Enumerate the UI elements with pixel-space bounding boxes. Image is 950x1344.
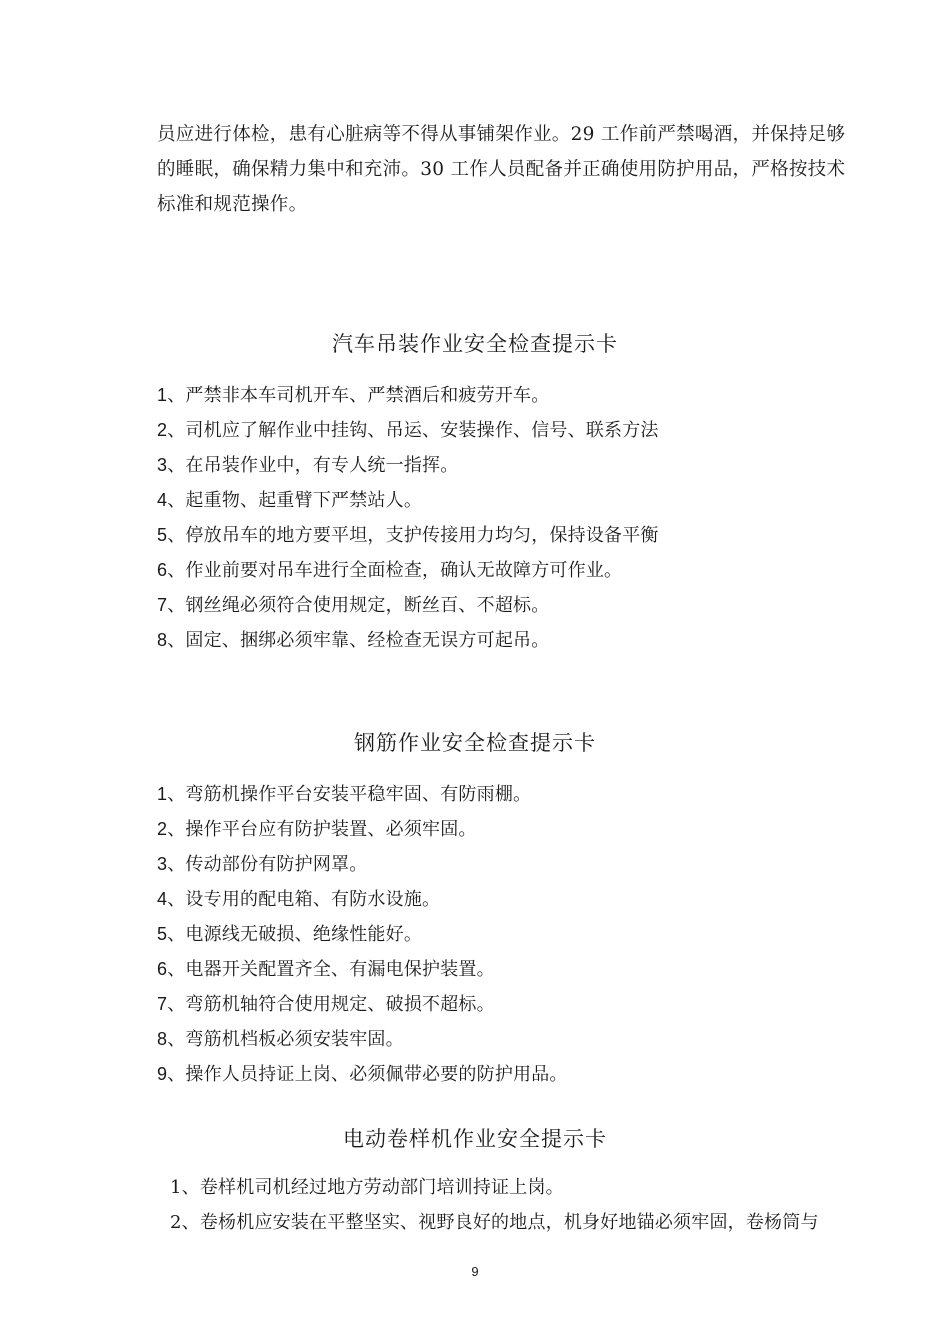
list-item: 1、弯筋机操作平台安装平稳牢固、有防雨棚。 (157, 784, 532, 805)
winch-checklist (170, 1170, 870, 1240)
list-item: 9、操作人员持证上岗、必须佩带必要的防护用品。 (157, 1064, 568, 1085)
rebar-checklist (157, 777, 857, 1092)
list-item: 4、设专用的配电箱、有防水设施。 (157, 889, 441, 910)
section-title-crane: 汽车吊装作业安全检查提示卡 (332, 332, 618, 356)
intro-line: 标准和规范操作。 (157, 194, 308, 215)
list-item: 3、传动部份有防护网罩。 (157, 854, 368, 875)
list-item: 2、司机应了解作业中挂钩、吊运、安装操作、信号、联系方法 (157, 420, 659, 441)
intro-paragraph (157, 117, 857, 222)
page-number: 9 (471, 1264, 479, 1279)
intro-line: 的睡眠，确保精力集中和充沛。30 工作人员配备并正确使用防护用品，严格按技术 (157, 159, 846, 180)
list-item: 8、固定、捆绑必须牢靠、经检查无误方可起吊。 (157, 630, 550, 651)
crane-checklist (157, 378, 857, 658)
list-item: 6、作业前要对吊车进行全面检查，确认无故障方可作业。 (157, 560, 623, 581)
section-title-rebar: 钢筋作业安全检查提示卡 (354, 731, 596, 755)
list-item: 1、严禁非本车司机开车、严禁酒后和疲劳开车。 (157, 385, 550, 406)
list-item: 5、停放吊车的地方要平坦，支护传接用力均匀，保持设备平衡 (157, 525, 659, 546)
list-item: 7、弯筋机轴符合使用规定、破损不超标。 (157, 994, 495, 1015)
list-item: 5、电源线无破损、绝缘性能好。 (157, 924, 423, 945)
list-item: 6、电器开关配置齐全、有漏电保护装置。 (157, 959, 495, 980)
section-title-winch: 电动卷样机作业安全提示卡 (343, 1127, 607, 1151)
intro-line: 员应进行体检，患有心脏病等不得从事铺架作业。29 工作前严禁喝酒，并保持足够 (157, 124, 846, 145)
list-item: 2、操作平台应有防护装置、必须牢固。 (157, 819, 477, 840)
list-item: 2、卷杨机应安装在平整坚实、视野良好的地点，机身好地锚必须牢固，卷杨筒与 (170, 1212, 819, 1233)
list-item: 3、在吊装作业中，有专人统一指挥。 (157, 455, 459, 476)
list-item: 7、钢丝绳必须符合使用规定，断丝百、不超标。 (157, 595, 550, 616)
list-item: 4、起重物、起重臂下严禁站人。 (157, 490, 423, 511)
list-item: 1、卷样机司机经过地方劳动部门培训持证上岗。 (170, 1177, 564, 1198)
list-item: 8、弯筋机档板必须安装牢固。 (157, 1029, 404, 1050)
